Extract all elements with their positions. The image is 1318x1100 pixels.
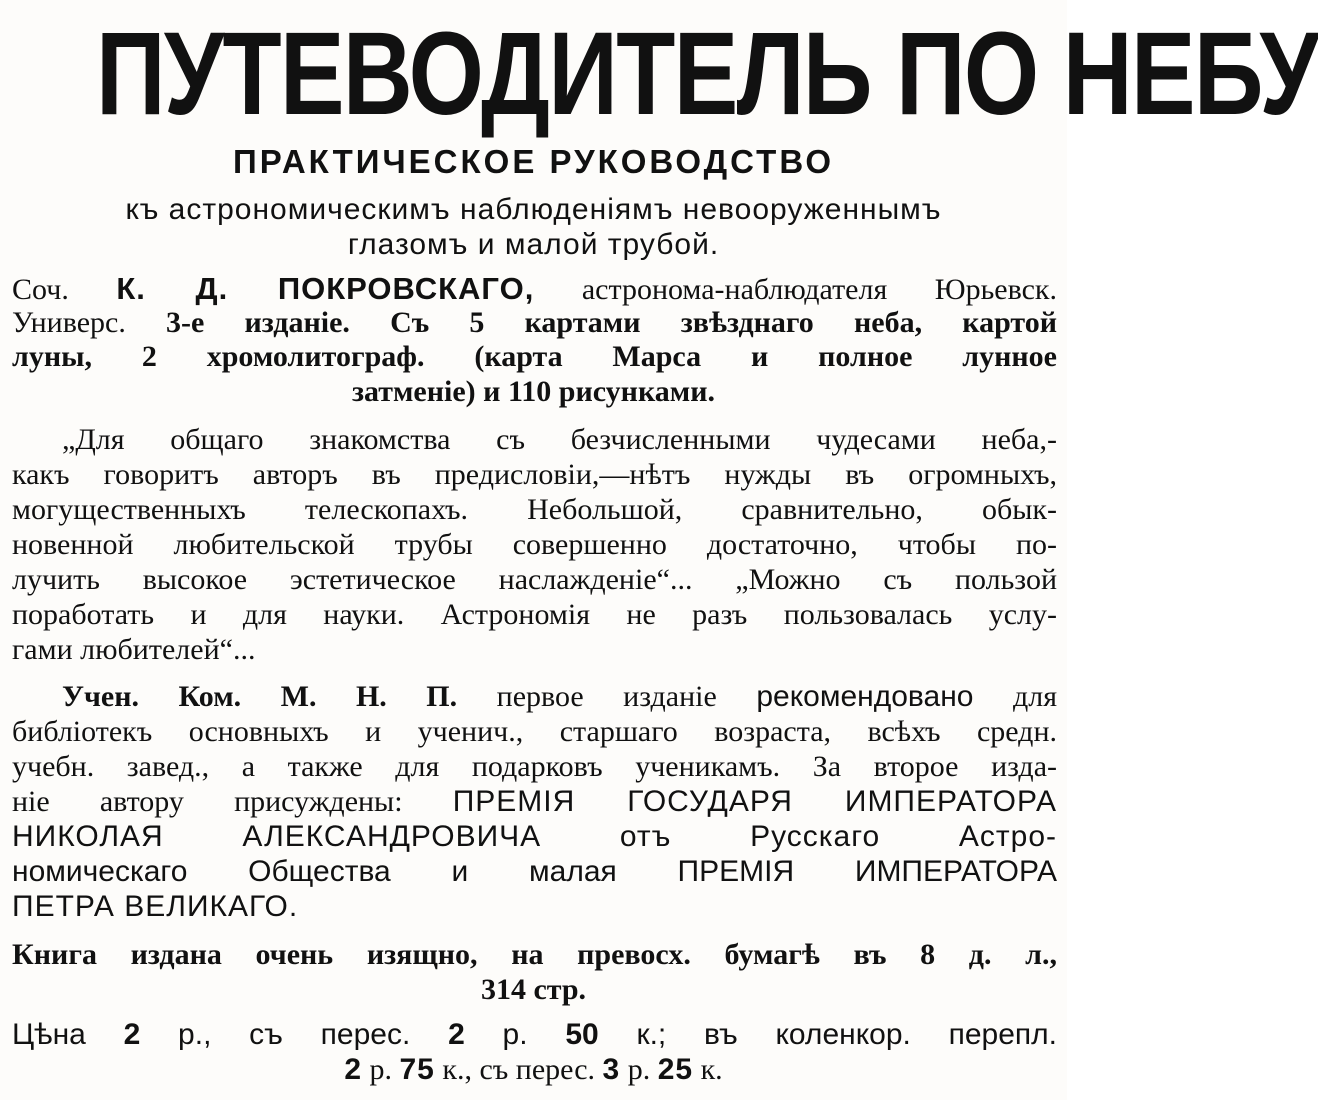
edition-line-2: луны, 2 хромолитограф. (карта Марса и полное лунное — [12, 340, 1057, 373]
price-line-2 — [0, 1053, 1067, 1087]
edition-plain: Универс. — [12, 306, 126, 339]
binding-postage-kopecks: 25 — [657, 1053, 694, 1086]
recommendation-line-6: номическаго Общества и малая ПРЕМІЯ ИМПЕРАТОРА — [12, 855, 1057, 888]
quote-line-6: поработать и для науки. Астрономія не разъ пользовалась услу- — [12, 598, 1057, 631]
binding-postage-rubles: 3 — [602, 1053, 621, 1086]
recommendation-line-3: учебн. завед., а также для подарковъ ученикамъ. За второе изда- — [12, 750, 1057, 783]
award-intro: ніе автору присуждены: — [12, 785, 403, 818]
quote-line-1: „Для общаго знакомства съ безчисленными чудесами неба,- — [62, 423, 1057, 456]
author-name: К. Д. ПОКРОВСКАГО, — [116, 271, 535, 306]
price-rub-unit: р. — [502, 1018, 528, 1051]
book-info-line-1: Книга издана очень изящно, на превосх. бумагѣ въ 8 д. л., — [12, 938, 1057, 971]
binding-rub-unit: р. — [369, 1053, 392, 1086]
committee-label: Учен. Ком. М. Н. П. — [62, 680, 458, 713]
edition-line-1 — [12, 306, 1057, 340]
recommendation-text-1-end: для — [1012, 680, 1057, 713]
edition-bold-1: 3-е изданіе. Съ 5 картами звѣзднаго неба, картой — [166, 306, 1057, 339]
quote-line-2: какъ говоритъ авторъ въ предисловіи,—нѣтъ нужды въ огромныхъ, — [12, 458, 1057, 491]
subtitle-line-2: глазомъ и малой трубой. — [347, 228, 720, 261]
binding-rubles: 2 — [344, 1053, 362, 1086]
quote-line-4: новенной любительской трубы совершенно достаточно, чтобы по- — [12, 528, 1057, 561]
subtitle: ПРАКТИЧЕСКОЕ РУКОВОДСТВО — [232, 143, 835, 180]
recommendation-line-5: НИКОЛАЯ АЛЕКСАНДРОВИЧА отъ Русскаго Астро- — [12, 820, 1057, 853]
page-title: ПУТЕВОДИТЕЛЬ ПО НЕБУ — [96, 8, 1318, 140]
author-suffix: астронома-наблюдателя Юрьевск. — [581, 273, 1057, 306]
subtitle-line-1: къ астрономическимъ наблюденіямъ невооруженнымъ — [125, 193, 942, 226]
price-text: р., съ перес. — [178, 1018, 411, 1051]
edition-line-3: затменіе) и 110 рисунками. — [351, 375, 716, 408]
binding-postage-rub-unit: р. — [627, 1053, 651, 1086]
price-rubles: 2 — [123, 1018, 141, 1051]
price-label: Цѣна — [12, 1018, 86, 1051]
recommendation-line-2: библіотекъ основныхъ и ученич., старшаго возраста, всѣхъ средн. — [12, 715, 1057, 748]
author-prefix: Соч. — [12, 273, 69, 306]
price-binding-text: к.; въ коленкор. перепл. — [636, 1018, 1057, 1051]
recommended-word: рекомендовано — [756, 680, 974, 713]
binding-postage-text: к., съ перес. — [442, 1053, 596, 1086]
recommendation-line-4 — [12, 785, 1057, 819]
recommendation-line-7: ПЕТРА ВЕЛИКАГО. — [12, 890, 299, 923]
binding-kop-unit: к. — [700, 1053, 723, 1086]
author-line — [12, 272, 1057, 307]
price-postage-rubles: 2 — [448, 1018, 465, 1051]
book-info-line-2: 314 стр. — [480, 973, 587, 1006]
recommendation-text-1: первое изданіе — [496, 680, 717, 713]
quote-line-5: лучить высокое эстетическое наслажденіе“... „Можно съ пользой — [12, 563, 1057, 596]
quote-line-3: могущественныхъ телескопахъ. Небольшой, сравнительно, обык- — [12, 493, 1057, 526]
recommendation-line-1 — [62, 680, 1057, 714]
price-postage-kopecks: 50 — [565, 1018, 599, 1051]
price-line-1 — [12, 1018, 1057, 1052]
quote-line-7: гами любителей“... — [12, 633, 256, 666]
binding-kopecks: 75 — [399, 1053, 435, 1086]
award-emperor: ПРЕМІЯ ГОСУДАРЯ ИМПЕРАТОРА — [452, 785, 1058, 818]
